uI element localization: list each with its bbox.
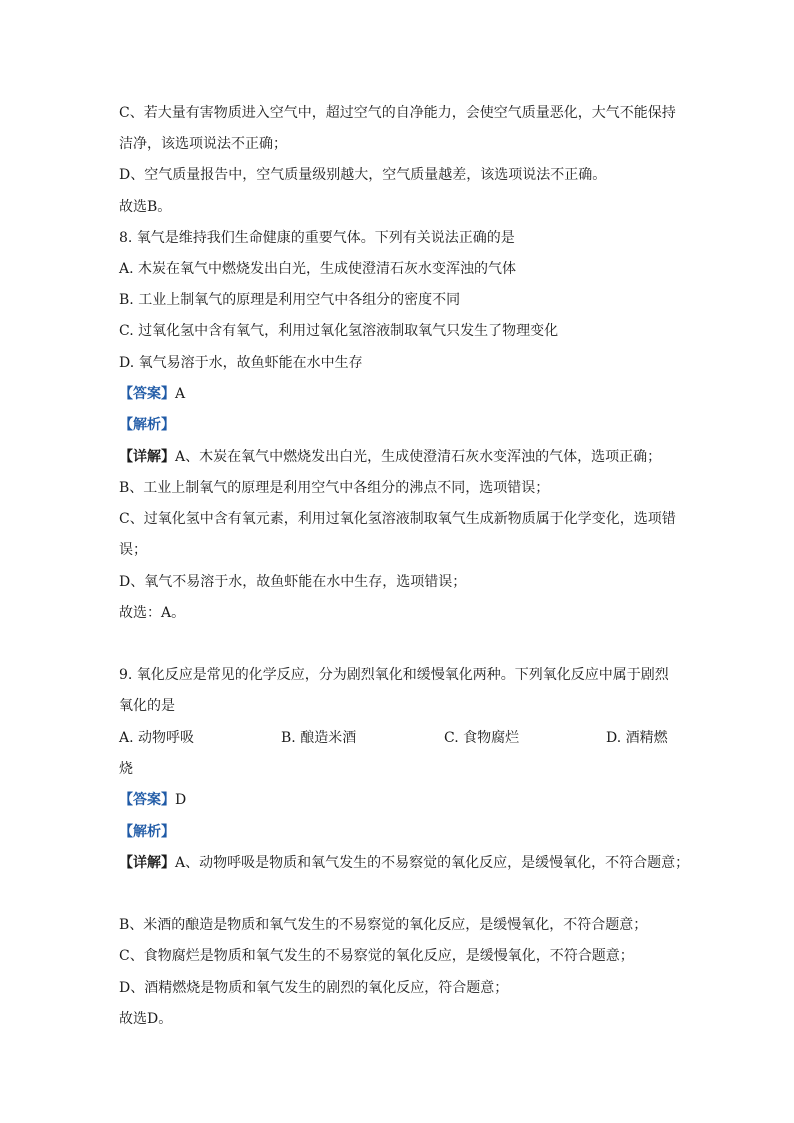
q9-detail-b: B、米酒的酿造是物质和氧气发生的不易察觉的氧化反应，是缓慢氧化，不符合题意；: [119, 917, 648, 933]
q9-option-a: A. 动物呼吸: [119, 730, 195, 746]
q8-option-a: A. 木炭在氧气中燃烧发出白光，生成使澄清石灰水变浑浊的气体: [119, 261, 517, 277]
q9-answer-row: [119, 790, 689, 810]
q8-detail-d: D、氧气不易溶于水，故鱼虾能在水中生存，选项错误；: [119, 574, 467, 590]
q9-detail-a-row: [119, 853, 689, 873]
analysis-tag: 【解析】: [119, 417, 175, 433]
answer-tag: 【答案】: [119, 386, 175, 402]
q8-option-c: C. 过氧化氢中含有氧气，利用过氧化氢溶液制取氧气只发生了物理变化: [119, 323, 559, 339]
q8-option-d: D. 氧气易溶于水，故鱼虾能在水中生存: [119, 355, 363, 371]
q9-detail-c: C、食物腐烂是物质和氧气发生的不易察觉的氧化反应，是缓慢氧化，不符合题意；: [119, 948, 634, 964]
prev-analysis-c-line1: C、若大量有害物质进入空气中，超过空气的自净能力，会使空气质量恶化，大气不能保持: [119, 105, 676, 121]
q9-answer: D: [175, 792, 187, 808]
q9-option-b: B. 酿造米酒: [281, 730, 357, 746]
q9-option-c: C. 食物腐烂: [444, 730, 520, 746]
prev-choice: 故选B。: [119, 199, 172, 215]
q8-answer-row: [119, 384, 689, 404]
q8-detail-c-line2: 误；: [119, 542, 147, 558]
q9-detail-d: D、酒精燃烧是物质和氧气发生的剧烈的氧化反应，符合题意；: [119, 980, 509, 996]
q9-stem-line1: 9. 氧化反应是常见的化学反应，分为剧烈氧化和缓慢氧化两种。下列氧化反应中属于剧烈: [119, 667, 669, 683]
prev-analysis-c-line2: 洁净，该选项说法不正确；: [119, 136, 287, 152]
q8-detail-a-row: [119, 447, 689, 467]
q8-answer: A: [175, 386, 186, 402]
detail-tag: 【详解】: [119, 855, 175, 871]
q8-detail-a: A、木炭在氧气中燃烧发出白光，生成使澄清石灰水变浑浊的气体，选项正确；: [175, 449, 662, 465]
q8-choice: 故选：A。: [119, 605, 186, 621]
q9-choice: 故选D。: [119, 1011, 173, 1027]
q8-analysis-row: [119, 415, 689, 435]
q8-stem: 8. 氧气是维持我们生命健康的重要气体。下列有关说法正确的是: [119, 230, 515, 246]
q8-detail-c-line1: C、过氧化氢中含有氧元素，利用过氧化氢溶液制取氧气生成新物质属于化学变化，选项错: [119, 511, 676, 527]
q9-stem-line2: 氧化的是: [119, 698, 175, 714]
analysis-tag: 【解析】: [119, 824, 175, 840]
q9-analysis-row: [119, 822, 689, 842]
q8-option-b: B. 工业上制氧气的原理是利用空气中各组分的密度不同: [119, 292, 461, 308]
detail-tag: 【详解】: [119, 449, 175, 465]
q9-option-d: D. 酒精燃: [606, 730, 668, 746]
prev-analysis-d: D、空气质量报告中，空气质量级别越大，空气质量越差，该选项说法不正确。: [119, 167, 607, 183]
q9-option-d-wrap: 烧: [119, 761, 133, 777]
q8-detail-b: B、工业上制氧气的原理是利用空气中各组分的沸点不同，选项错误；: [119, 480, 550, 496]
q9-detail-a: A、动物呼吸是物质和氧气发生的不易察觉的氧化反应，是缓慢氧化，不符合题意；: [175, 855, 690, 871]
answer-tag: 【答案】: [119, 792, 175, 808]
